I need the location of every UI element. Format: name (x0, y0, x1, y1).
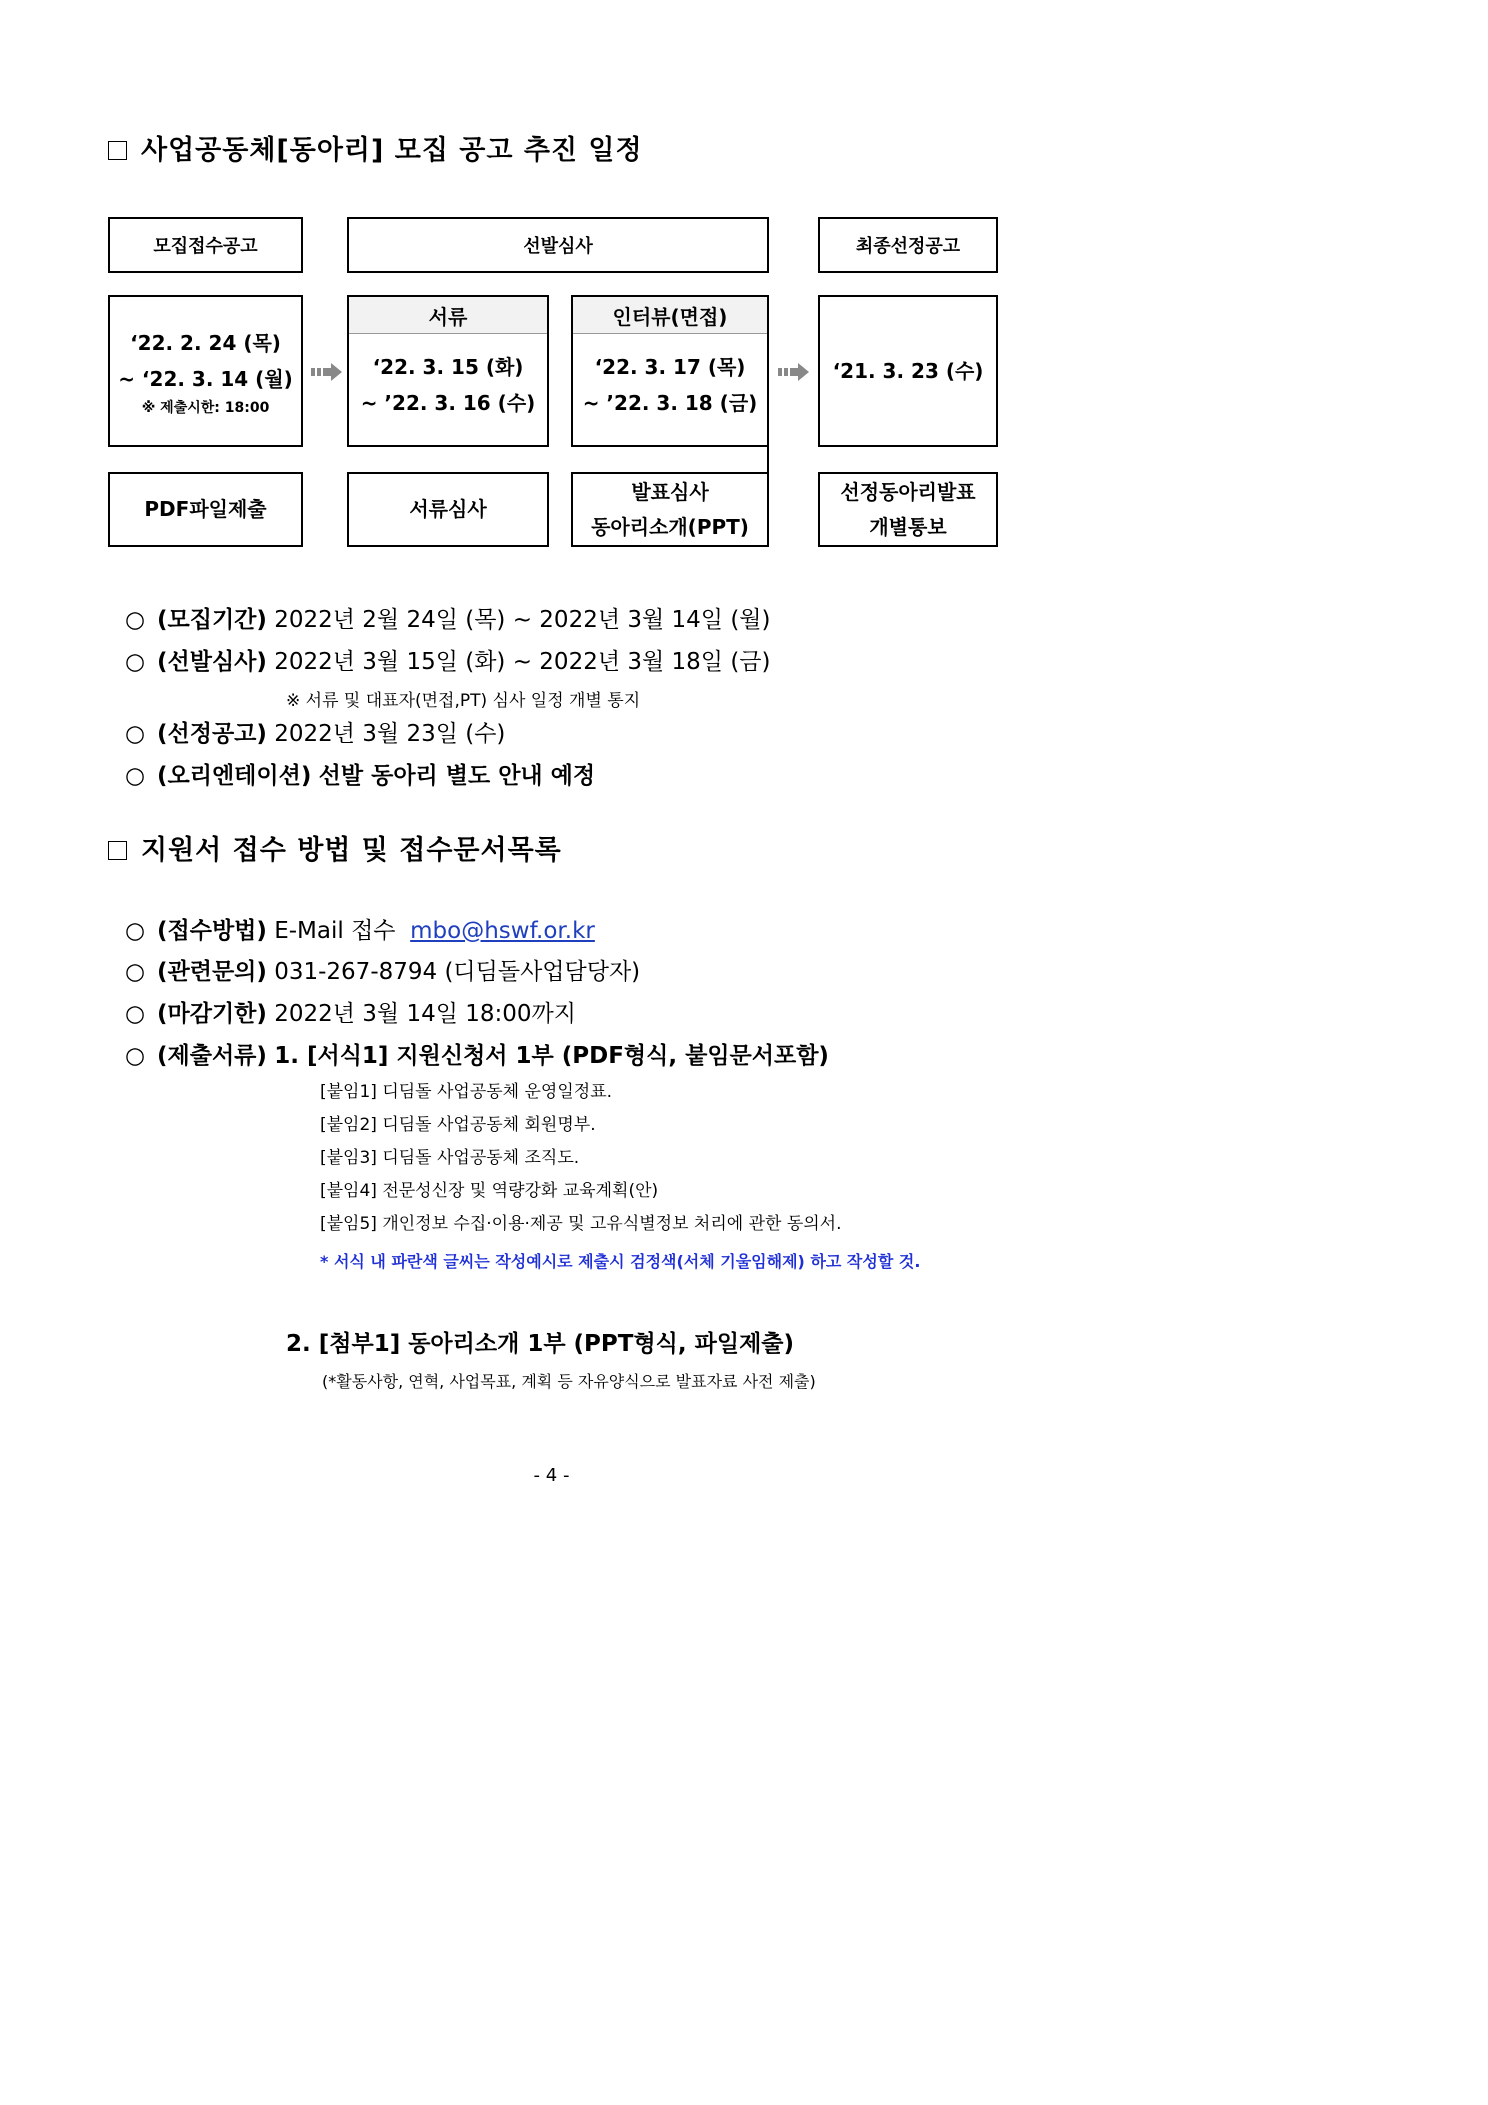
connector-line (767, 447, 769, 473)
bullet-inquiry: ○ (관련문의) 031-267-8794 (디딤돌사업담당자) (125, 959, 641, 985)
documents-subheader: 서류 (349, 297, 547, 334)
bullet-selection-announce: ○ (선정공고) 2022년 3월 23일 (수) (125, 721, 506, 747)
header-selection: 선발심사 (347, 217, 769, 273)
bullet-submit-docs: ○ (제출서류) 1. [서식1] 지원신청서 1부 (PDF형식, 붙임문서포함) (125, 1043, 829, 1069)
attachment-4: [붙임4] 전문성신장 및 역량강화 교육계획(안) (320, 1181, 659, 1201)
arrow-right-icon (778, 362, 810, 382)
interview-subheader: 인터뷰(면접) (573, 297, 767, 334)
blue-instruction-note: * 서식 내 파란색 글씨는 작성예시로 제출시 검정색(서체 기울임해제) 하고 작성할 것. (320, 1252, 921, 1271)
label-presentation-review: 발표심사 동아리소개(PPT) (571, 472, 769, 547)
bullet-submit-method: ○ (접수방법) E-Mail 접수 mbo@hswf.or.kr (125, 918, 595, 944)
header-recruit: 모집접수공고 (108, 217, 303, 273)
bullet-orientation: ○ (오리엔테이션) 선발 동아리 별도 안내 예정 (125, 763, 596, 789)
circle-bullet-icon: ○ (125, 649, 146, 675)
circle-bullet-icon: ○ (125, 721, 146, 747)
submit-item-2-note: (*활동사항, 연혁, 사업목표, 계획 등 자유양식으로 발표자료 사전 제출) (322, 1372, 816, 1391)
page-number: - 4 - (533, 1465, 570, 1486)
email-link[interactable]: mbo@hswf.or.kr (410, 918, 595, 944)
label-pdf-submit: PDF파일제출 (108, 472, 303, 547)
bullet-deadline: ○ (마감기한) 2022년 3월 14일 18:00까지 (125, 1001, 576, 1027)
label-final-announce: 선정동아리발표 개별통보 (818, 472, 998, 547)
circle-bullet-icon: ○ (125, 918, 146, 944)
checkbox-square-icon (108, 141, 127, 160)
checkbox-square-icon (108, 841, 127, 860)
submit-item-2: 2. [첨부1] 동아리소개 1부 (PPT형식, 파일제출) (286, 1331, 795, 1357)
attachment-2: [붙임2] 디딤돌 사업공동체 회원명부. (320, 1115, 596, 1135)
label-document-review: 서류심사 (347, 472, 549, 547)
date-box-documents (347, 295, 549, 447)
recruit-start-date: ‘22. 2. 24 (목) (130, 331, 281, 355)
bullet-recruit-period: ○ (모집기간) 2022년 2월 24일 (목) ~ 2022년 3월 14일 (월) (125, 607, 771, 633)
section1-title: 사업공동체[동아리] 모집 공고 추진 일정 (108, 128, 643, 167)
attachment-5: [붙임5] 개인정보 수집·이용·제공 및 고유식별정보 처리에 관한 동의서. (320, 1214, 842, 1234)
arrow-right-icon (311, 362, 343, 382)
date-box-final (818, 295, 998, 447)
circle-bullet-icon: ○ (125, 1001, 146, 1027)
date-box-interview (571, 295, 769, 447)
header-final: 최종선정공고 (818, 217, 998, 273)
circle-bullet-icon: ○ (125, 1043, 146, 1069)
attachment-3: [붙임3] 디딤돌 사업공동체 조직도. (320, 1148, 580, 1168)
review-schedule-note: ※ 서류 및 대표자(면접,PT) 심사 일정 개별 통지 (286, 691, 641, 711)
circle-bullet-icon: ○ (125, 607, 146, 633)
attachment-1: [붙임1] 디딤돌 사업공동체 운영일정표. (320, 1082, 613, 1102)
final-announce-date: ‘21. 3. 23 (수) (832, 359, 984, 383)
documents-end-date: ~ ’22. 3. 16 (수) (360, 391, 536, 415)
recruit-end-date: ~ ‘22. 3. 14 (월) (118, 367, 293, 391)
bullet-selection-review: ○ (선발심사) 2022년 3월 15일 (화) ~ 2022년 3월 18일 (금) (125, 649, 771, 675)
date-box-recruit (108, 295, 303, 447)
deadline-note: ※ 제출시한: 18:00 (141, 400, 270, 416)
section2-title: 지원서 접수 방법 및 접수문서목록 (108, 828, 562, 867)
circle-bullet-icon: ○ (125, 959, 146, 985)
interview-start-date: ‘22. 3. 17 (목) (594, 355, 746, 379)
circle-bullet-icon: ○ (125, 763, 146, 789)
interview-end-date: ~ ’22. 3. 18 (금) (582, 391, 758, 415)
documents-start-date: ‘22. 3. 15 (화) (372, 355, 524, 379)
